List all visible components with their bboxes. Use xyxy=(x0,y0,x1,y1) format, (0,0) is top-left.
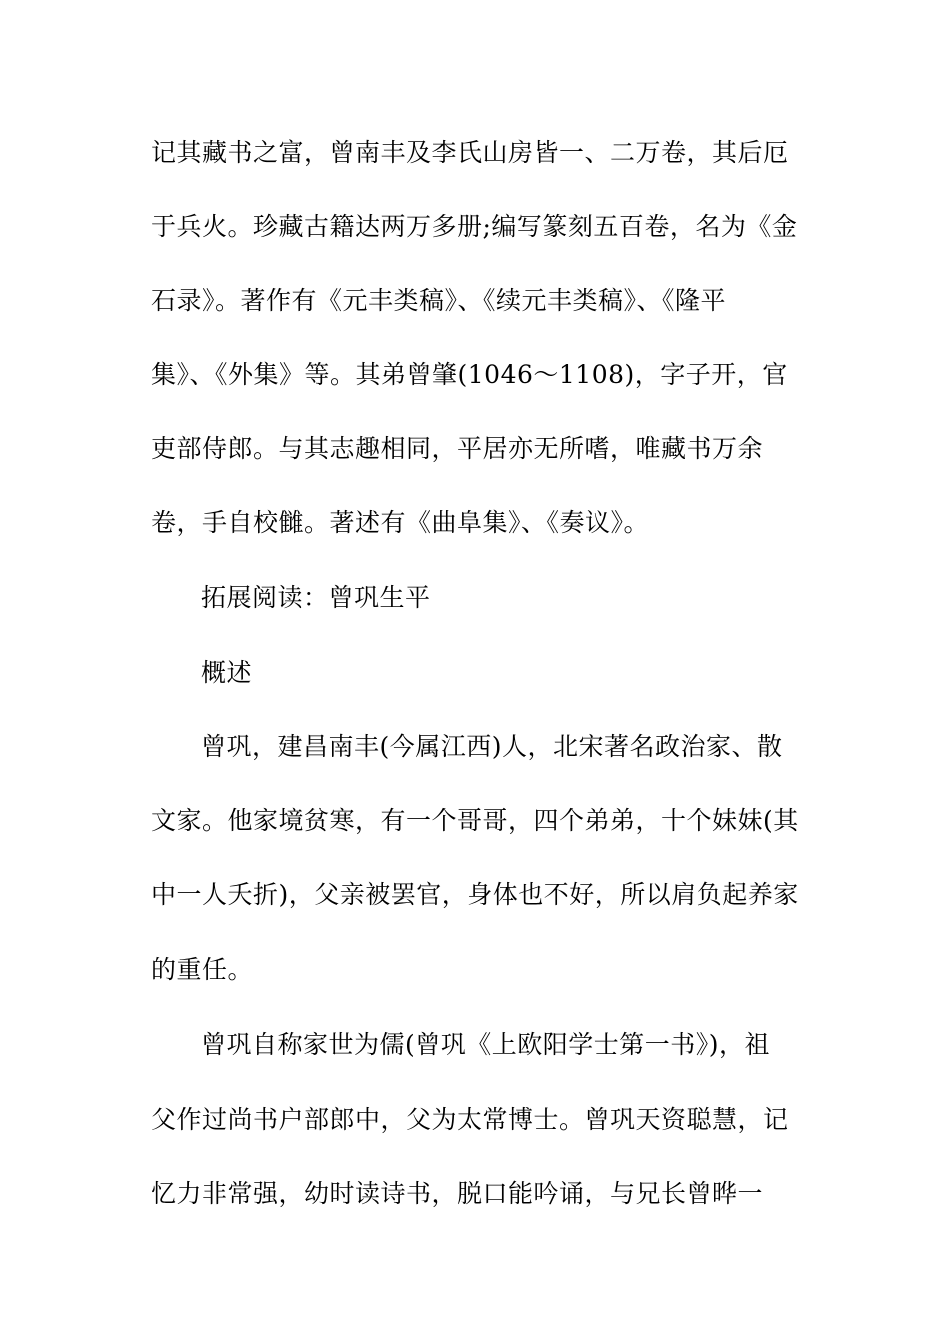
text-line: 石录》。著作有《元丰类稿》、《续元丰类稿》、《隆平 xyxy=(151,286,727,315)
text-line: 吏部侍郎。与其志趣相同，平居亦无所嗜，唯藏书万余 xyxy=(151,434,764,463)
text-line: 记其藏书之富，曾南丰及李氏山房皆一、二万卷，其后厄 xyxy=(151,138,789,167)
text-line: 曾巩自称家世为儒(曾巩《上欧阳学士第一书》)，祖 xyxy=(201,1030,771,1059)
text-line: 集》、《外集》等。其弟曾肇(1046～1108)，字子开，官 xyxy=(151,360,788,389)
text-line: 的重任。 xyxy=(151,955,254,984)
text-line: 父作过尚书户部郎中，父为太常博士。曾巩天资聪慧，记 xyxy=(151,1105,789,1134)
text-line: 曾巩，建昌南丰(今属江西)人，北宋著名政治家、散 xyxy=(201,732,783,761)
text-line: 卷，手自校雠。著述有《曲阜集》、《奏议》。 xyxy=(151,508,650,537)
text-line: 忆力非常强，幼时读诗书，脱口能吟诵，与兄长曾晔一 xyxy=(151,1179,764,1208)
section-heading: 拓展阅读：曾巩生平 xyxy=(201,583,431,612)
text-line: 文家。他家境贫寒，有一个哥哥，四个弟弟，十个妹妹(其 xyxy=(151,806,799,835)
subsection-heading: 概述 xyxy=(201,658,253,687)
text-line: 于兵火。珍藏古籍达两万多册;编写篆刻五百卷，名为《金 xyxy=(151,212,798,241)
text-line: 中一人夭折)，父亲被罢官，身体也不好，所以肩负起养家 xyxy=(151,880,799,909)
